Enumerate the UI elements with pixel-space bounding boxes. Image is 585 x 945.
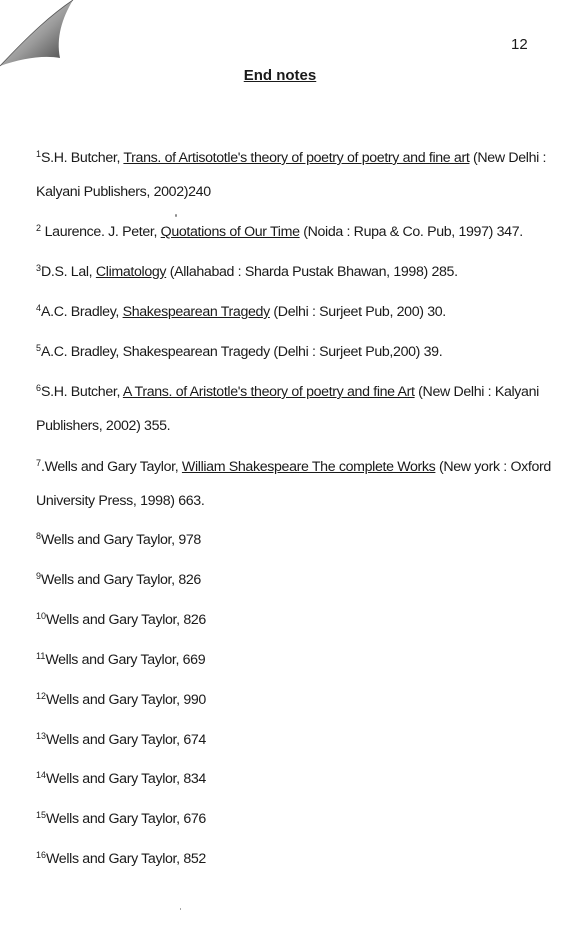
note-number: 9	[36, 571, 42, 581]
page-curl-icon	[0, 0, 80, 70]
endnote-6: $^6$S.H. Butcher, A Trans. of Aristotle's theory of poetry and fine Art (New Delhi : Kalyani Publishers, 2002) 355.	[36, 383, 539, 434]
note-number: 6	[36, 383, 42, 393]
endnote-8: $^8$Wells and Gary Taylor, 978	[36, 531, 201, 548]
endnote-10: $^{10}$Wells and Gary Taylor, 826	[36, 611, 206, 628]
endnote-12: $^{12}$Wells and Gary Taylor, 990	[36, 691, 206, 708]
endnote-15: $^{15}$Wells and Gary Taylor, 676	[36, 810, 206, 827]
note-number: 14	[36, 770, 47, 780]
endnote-2: $^2$ Laurence. J. Peter, Quotations of Our Time (Noida : Rupa & Co. Pub, 1997) 347.	[36, 223, 523, 240]
endnote-13: $^{13}$Wells and Gary Taylor, 674	[36, 731, 206, 748]
note-number: 15	[36, 810, 47, 820]
note-number: 4	[36, 303, 42, 313]
note-number: 13	[36, 731, 47, 741]
book-title: A Trans. of Aristotle's theory of poetry and fine Art	[122, 384, 415, 400]
note-number: 2	[36, 223, 42, 233]
book-title: Shakespearean Tragedy	[122, 304, 270, 320]
note-number: 16	[36, 850, 47, 860]
page-number: 12	[511, 36, 528, 53]
endnote-5: $^5$A.C. Bradley, Shakespearean Tragedy (Delhi : Surjeet Pub,200) 39.	[36, 343, 443, 360]
note-number: 1	[36, 149, 42, 159]
scan-speck	[180, 908, 181, 910]
endnote-16: $^{16}$Wells and Gary Taylor, 852	[36, 850, 206, 867]
note-number: 3	[36, 263, 42, 273]
endnote-4: $^4$A.C. Bradley, Shakespearean Tragedy (Delhi : Surjeet Pub, 200) 30.	[36, 303, 446, 320]
endnote-9: $^9$Wells and Gary Taylor, 826	[36, 571, 201, 588]
page-title: End notes	[243, 67, 317, 84]
note-number: 7	[36, 458, 42, 468]
endnote-3: $^3$D.S. Lal, Climatology (Allahabad : Sharda Pustak Bhawan, 1998) 285.	[36, 263, 458, 280]
note-number: 5	[36, 343, 42, 353]
endnote-7: $^7$.Wells and Gary Taylor, William Shakespeare The complete Works (New york : Oxford University Press, 1998) 663.	[36, 458, 551, 509]
book-title: Trans. of Artisototle's theory of poetry of poetry and fine art	[123, 150, 470, 166]
note-number: 8	[36, 531, 42, 541]
note-number: 11	[36, 651, 46, 661]
book-title: William Shakespeare The complete Works	[181, 459, 436, 475]
note-number: 10	[36, 611, 47, 621]
book-title: Climatology	[95, 264, 167, 280]
book-title: Quotations of Our Time	[160, 224, 300, 240]
note-number: 12	[36, 691, 47, 701]
scan-speck	[175, 214, 177, 217]
endnote-11: $^{11}$Wells and Gary Taylor, 669	[36, 651, 206, 668]
endnote-14: $^{14}$Wells and Gary Taylor, 834	[36, 770, 206, 787]
endnote-1: $^1$S.H. Butcher, Trans. of Artisototle's theory of poetry of poetry and fine art (New Delhi : Kalyani Publishers, 2002)240	[36, 149, 547, 200]
